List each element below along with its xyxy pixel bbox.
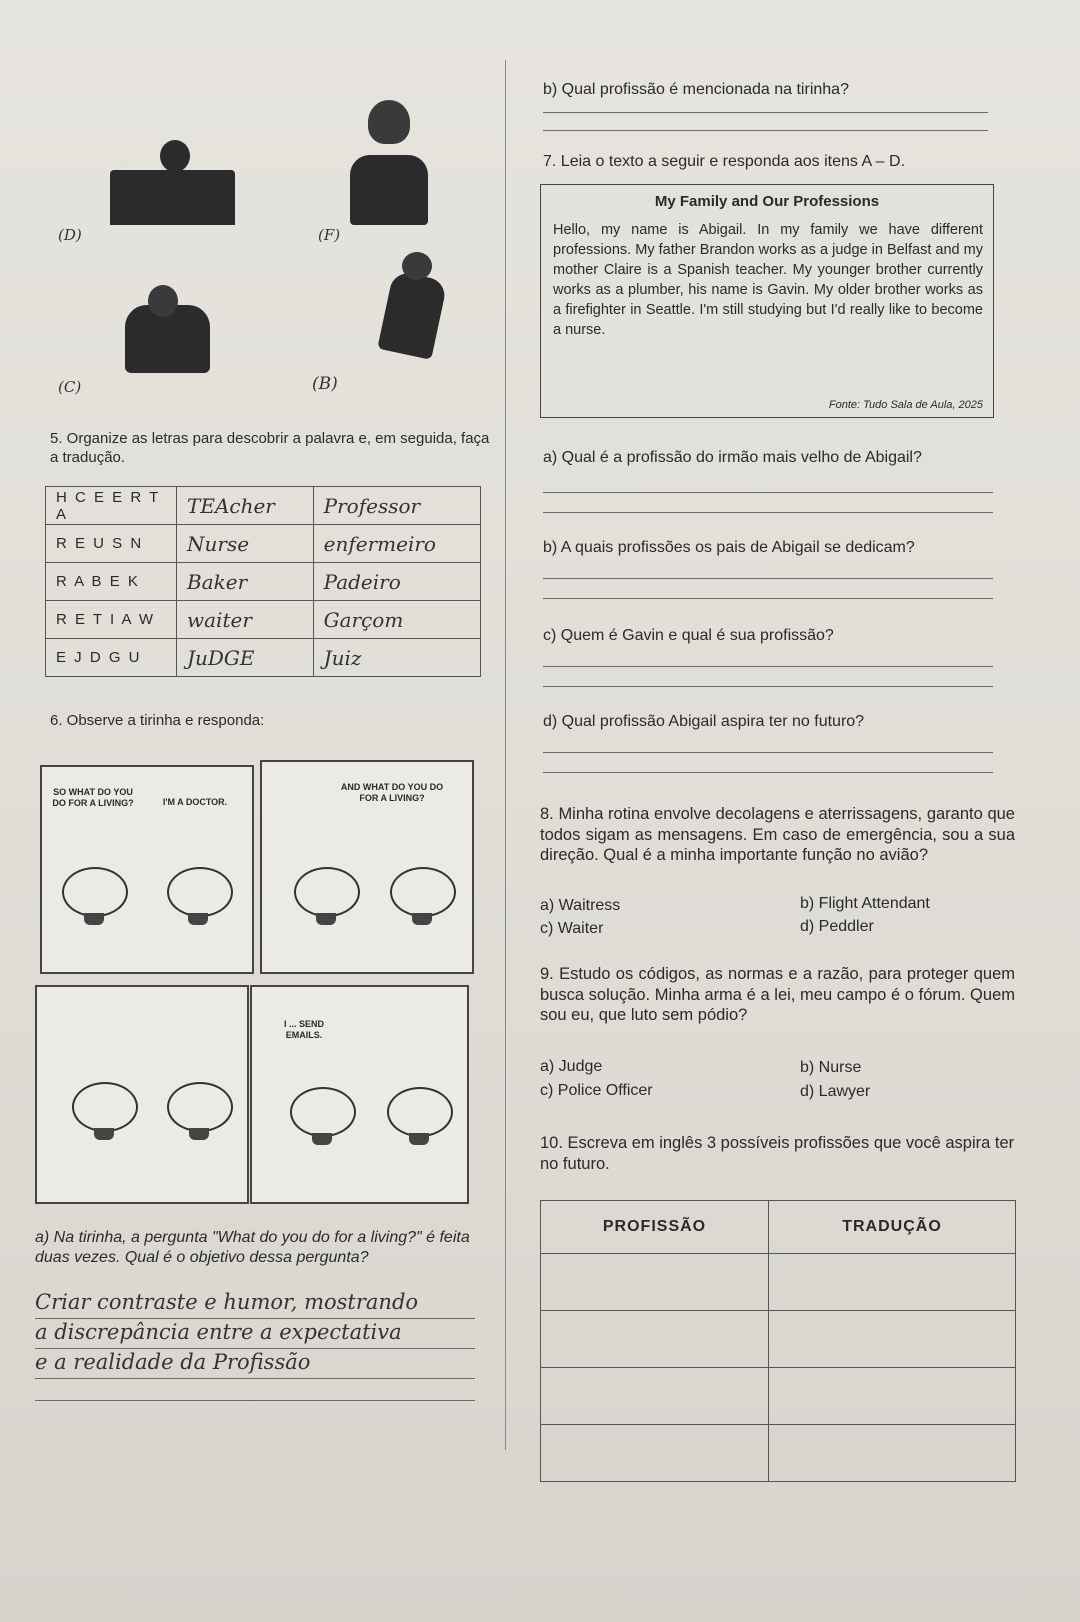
comic-text-p1-right: I'M A DOCTOR.	[162, 797, 228, 807]
translation-cell[interactable]	[769, 1311, 1016, 1368]
answer-line	[35, 1318, 475, 1319]
table-row	[541, 1311, 1016, 1368]
table-row	[541, 1425, 1016, 1482]
answer-cell[interactable]: TEAcher	[177, 487, 314, 525]
character-body-icon	[189, 1128, 209, 1140]
translation-cell[interactable]: Professor	[313, 487, 480, 525]
character-head-icon	[387, 1087, 453, 1137]
q8-option-a: a) Waitress	[540, 897, 621, 914]
comic-text-p3: I ... SEND EMAILS.	[283, 1019, 324, 1040]
reading-text-box	[540, 184, 994, 418]
translation-cell[interactable]: Garçom	[313, 601, 480, 639]
col-header-traducao: TRADUÇÃO	[769, 1201, 1016, 1254]
character-body-icon	[316, 913, 336, 925]
judge-icon	[110, 170, 235, 225]
table-row	[46, 601, 481, 639]
answer-cell[interactable]: Baker	[177, 563, 314, 601]
answer-line	[543, 512, 993, 513]
table-row	[46, 487, 481, 525]
comic-text-p1-left: SO WHAT DO YOU DO FOR A LIVING?	[52, 787, 134, 808]
answer-line	[35, 1400, 475, 1401]
q6-title: 6. Observe a tirinha e responda:	[50, 712, 265, 729]
picture-label-c: (C)	[58, 378, 82, 396]
comic-panel-2	[260, 760, 474, 974]
character-body-icon	[94, 1128, 114, 1140]
reading-title: My Family and Our Professions	[654, 193, 880, 210]
character-body-icon	[84, 913, 104, 925]
character-head-icon	[167, 867, 233, 917]
q8-text: 8. Minha rotina envolve decolagens e aterrissagens, garanto que todos sigam as mensagens. Em caso de emergência, sou a sua direção. Qual é a minha importante função no avião?	[540, 805, 1015, 865]
answer-cell[interactable]: JuDGE	[177, 639, 314, 677]
q7-question-c: c) Quem é Gavin e qual é sua profissão?	[543, 627, 834, 644]
picture-label-b: (B)	[312, 374, 338, 394]
q7-question-a: a) Qual é a profissão do irmão mais velho de Abigail?	[543, 449, 922, 466]
table-row	[541, 1368, 1016, 1425]
col-header-profissao: PROFISSÃO	[541, 1201, 769, 1254]
answer-line	[543, 112, 988, 113]
answer-line	[35, 1378, 475, 1379]
comic-panel-1	[40, 765, 254, 974]
table-row	[46, 525, 481, 563]
translation-cell[interactable]: enfermeiro	[313, 525, 480, 563]
teacher-head-icon	[148, 285, 178, 317]
scrambled-letters: H C E E R T A	[46, 487, 177, 525]
translation-cell[interactable]	[769, 1254, 1016, 1311]
answer-line	[543, 772, 993, 773]
profession-cell[interactable]	[541, 1368, 769, 1425]
firefighter-icon	[377, 270, 447, 360]
answer-line	[543, 578, 993, 579]
top-question-b: b) Qual profissão é mencionada na tirinha?	[543, 81, 849, 98]
translation-cell[interactable]	[769, 1368, 1016, 1425]
character-head-icon	[294, 867, 360, 917]
character-body-icon	[412, 913, 432, 925]
picture-label-d: (D)	[58, 226, 82, 244]
answer-line	[543, 686, 993, 687]
reading-source: Fonte: Tudo Sala de Aula, 2025	[828, 399, 983, 411]
q9-option-c: c) Police Officer	[540, 1082, 653, 1099]
answer-cell[interactable]: Nurse	[177, 525, 314, 563]
unscramble-table	[45, 486, 481, 677]
q6-answer-line-1: Criar contraste e humor, mostrando	[35, 1290, 419, 1314]
q8-option-d: d) Peddler	[800, 918, 874, 935]
character-body-icon	[188, 913, 208, 925]
q7-question-d: d) Qual profissão Abigail aspira ter no futuro?	[543, 713, 865, 730]
character-body-icon	[312, 1133, 332, 1145]
scrambled-letters: R A B E K	[46, 563, 177, 601]
table-row	[46, 639, 481, 677]
profession-cell[interactable]	[541, 1311, 769, 1368]
q7-question-b: b) A quais profissões os pais de Abigail se dedicam?	[543, 539, 915, 556]
q5-title: 5. Organize as letras para descobrir a palavra e, em seguida, faça a tradução.	[50, 430, 490, 466]
scrambled-letters: R E U S N	[46, 525, 177, 563]
reading-text: Hello, my name is Abigail. In my family we have different professions. My father Brandon works as a judge in Belfast and my mother Claire is a Spanish teacher. My younger brother currently works as a plumber, his name is Gavin. My older brother works as a firefighter in Seattle. I'm still studying but I'd really like to become a nurse.	[553, 222, 983, 338]
police-officer-icon	[350, 155, 428, 225]
character-head-icon	[72, 1082, 138, 1132]
character-head-icon	[167, 1082, 233, 1132]
answer-cell[interactable]: waiter	[177, 601, 314, 639]
q6-answer-line-3: e a realidade da Profissão	[35, 1350, 311, 1374]
firefighter-helmet-icon	[402, 252, 432, 280]
answer-line	[543, 598, 993, 599]
answer-line	[543, 752, 993, 753]
profession-cell[interactable]	[541, 1254, 769, 1311]
table-row	[46, 563, 481, 601]
translation-cell[interactable]: Padeiro	[313, 563, 480, 601]
q8-option-b: b) Flight Attendant	[800, 895, 930, 912]
character-head-icon	[390, 867, 456, 917]
police-cap-icon	[368, 100, 410, 144]
picture-label-f: (F)	[318, 226, 341, 244]
table-row	[541, 1254, 1016, 1311]
answer-line	[35, 1348, 475, 1349]
comic-panel-4	[250, 985, 469, 1204]
character-body-icon	[409, 1133, 429, 1145]
scrambled-letters: R E T I A W	[46, 601, 177, 639]
professions-table	[540, 1200, 1016, 1482]
q9-option-a: a) Judge	[540, 1058, 603, 1075]
q7-title: 7. Leia o texto a seguir e responda aos itens A – D.	[543, 153, 906, 170]
character-head-icon	[62, 867, 128, 917]
q6-answer-line-2: a discrepância entre a expectativa	[35, 1320, 402, 1344]
q9-option-d: d) Lawyer	[800, 1083, 871, 1100]
column-divider	[505, 60, 506, 1450]
q6-question-a: a) Na tirinha, a pergunta "What do you do for a living?" é feita duas vezes. Qual é o objetivo dessa pergunta?	[35, 1229, 470, 1266]
scrambled-letters: E J D G U	[46, 639, 177, 677]
q9-text: 9. Estudo os códigos, as normas e a razão, para proteger quem busca solução. Minha arma é a lei, meu campo é o fórum. Quem sou eu, que luto sem pódio?	[540, 965, 1015, 1025]
q9-option-b: b) Nurse	[800, 1059, 862, 1076]
profession-cell[interactable]	[541, 1425, 769, 1482]
translation-cell[interactable]: Juiz	[313, 639, 480, 677]
q8-option-c: c) Waiter	[540, 920, 604, 937]
answer-line	[543, 666, 993, 667]
judge-head-icon	[160, 140, 190, 172]
comic-panel-3	[35, 985, 249, 1204]
q10-text: 10. Escreva em inglês 3 possíveis profissões que você aspira ter no futuro.	[540, 1134, 1015, 1173]
comic-text-p2: AND WHAT DO YOU DO FOR A LIVING?	[340, 782, 444, 803]
character-head-icon	[290, 1087, 356, 1137]
translation-cell[interactable]	[769, 1425, 1016, 1482]
answer-line	[543, 492, 993, 493]
answer-line	[543, 130, 988, 131]
